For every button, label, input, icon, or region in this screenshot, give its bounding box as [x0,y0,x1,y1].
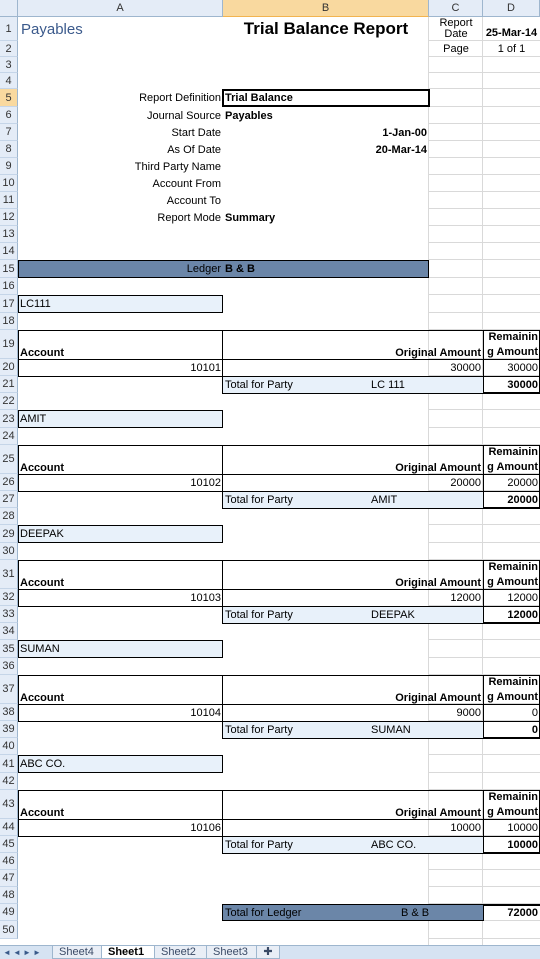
row-header[interactable]: 28 [0,508,18,525]
row-header[interactable]: 1 [0,17,18,41]
remaining-amount: 0 [531,706,538,719]
account-header: Account [20,462,64,474]
original-amount: 9000 [456,706,481,719]
param-value [223,158,429,175]
original-amount: 12000 [450,591,481,604]
account-number: 10104 [190,706,221,719]
total-party-amount: 20000 [507,493,538,506]
gridline [429,225,540,226]
sheet-tab-sheet4[interactable]: Sheet4 [52,946,102,959]
account-header: Account [20,347,64,359]
row-header[interactable]: 42 [0,773,18,790]
row-header[interactable]: 32 [0,589,18,606]
row-header[interactable]: 18 [0,313,18,330]
gridline [429,542,540,543]
row-header[interactable]: 50 [0,921,18,939]
row-header[interactable]: 16 [0,278,18,295]
original-amount-header: Original Amount [395,347,481,359]
row-header[interactable]: 29 [0,525,18,543]
sheet-tab-sheet2[interactable]: Sheet2 [154,946,207,959]
total-for-party-label: Total for Party [225,608,293,621]
gridline [429,427,540,428]
row-header[interactable]: 30 [0,543,18,560]
sheet-tab-bar [0,945,540,959]
row-header[interactable]: 15 [0,260,18,278]
gridline [429,524,540,525]
remaining-amount: 30000 [507,361,538,374]
param-value [223,192,429,209]
remaining-amount: 10000 [507,821,538,834]
gridline [429,123,540,124]
gridline [429,88,540,89]
param-label: Start Date [171,126,221,139]
gridline [429,409,540,410]
row-header[interactable]: 5 [0,89,18,107]
total-for-party-label: Total for Party [225,723,293,736]
row-header[interactable]: 20 [0,359,18,376]
row-header[interactable]: 40 [0,738,18,755]
total-for-party-label: Total for Party [225,378,293,391]
original-amount-header: Original Amount [395,692,481,704]
original-amount: 20000 [450,476,481,489]
total-party-name: DEEPAK [371,608,415,621]
row-header[interactable]: 33 [0,606,18,623]
page-value: 1 of 1 [497,43,526,55]
total-party-amount: 12000 [507,608,538,621]
gridline [429,312,540,313]
total-party-amount: 30000 [507,378,538,391]
param-label: As Of Date [167,143,221,156]
gridline [429,174,540,175]
remaining-amount-header-2: g Amount [487,345,538,358]
remaining-amount-header-2: g Amount [487,805,538,818]
row-header[interactable]: 22 [0,393,18,410]
row-header[interactable]: 34 [0,623,18,640]
total-party-name: AMIT [371,493,398,506]
account-number: 10101 [190,361,221,374]
party-name: SUMAN [20,643,60,655]
remaining-amount-header-2: g Amount [487,460,538,473]
param-label: Account To [166,194,221,207]
gridline [429,72,540,73]
row-header[interactable]: 7 [0,124,18,141]
gridline [429,294,540,295]
remaining-amount-header-2: g Amount [487,575,538,588]
remaining-amount: 12000 [507,591,538,604]
gridline [429,772,540,773]
row-header[interactable]: 10 [0,175,18,192]
gridline [429,639,540,640]
param-value [223,175,429,192]
column-header-d[interactable]: D [483,0,540,17]
row-header[interactable]: 4 [0,73,18,89]
row-header[interactable]: 9 [0,158,18,175]
party-name: ABC CO. [20,758,66,770]
row-header[interactable]: 41 [0,755,18,773]
row-header[interactable]: 8 [0,141,18,158]
total-party-name: LC 111 [371,378,405,391]
total-for-party-label: Total for Party [225,838,293,851]
row-header[interactable]: 44 [0,819,18,836]
param-value: Summary [225,211,276,224]
row-header[interactable]: 27 [0,491,18,508]
row-header[interactable]: 43 [0,790,18,819]
remaining-amount-header-2: g Amount [487,690,538,703]
row-header[interactable]: 25 [0,445,18,474]
row-header[interactable]: 31 [0,560,18,589]
row-header[interactable]: 49 [0,904,18,921]
report-date-label: Report [439,17,473,29]
param-label: Third Party Name [134,160,221,173]
row-header[interactable]: 48 [0,887,18,904]
gridline [429,277,540,278]
party-name: DEEPAK [20,528,64,540]
gridline [429,259,540,260]
remaining-amount-header: Remainin [488,791,538,803]
row-header[interactable]: 19 [0,330,18,359]
account-number: 10106 [190,821,221,834]
gridline [429,140,540,141]
insert-sheet-icon[interactable]: ✚ [256,946,280,959]
sheet-tab-sheet1[interactable]: Sheet1 [101,946,155,959]
row-header[interactable]: 12 [0,209,18,226]
account-number: 10103 [190,591,221,604]
ledger-label: Ledger [186,263,221,275]
row-header[interactable]: 23 [0,410,18,428]
app-name: Payables [21,20,83,38]
row-header[interactable]: 3 [0,57,18,73]
row-header[interactable]: 37 [0,675,18,704]
remaining-amount: 20000 [507,476,538,489]
ledger-value: B & B [225,263,255,275]
row-header[interactable]: 24 [0,428,18,445]
gridline [429,191,540,192]
sheet-tab-sheet3[interactable]: Sheet3 [206,946,258,959]
param-label: Report Mode [157,211,221,224]
original-amount-header: Original Amount [395,807,481,819]
param-label: Journal Source [147,109,221,122]
row-header[interactable]: 38 [0,704,18,721]
gridline [429,106,540,107]
total-party-amount: 10000 [507,838,538,851]
row-header[interactable]: 17 [0,295,18,313]
remaining-amount-header: Remainin [488,446,538,458]
row-header[interactable]: 2 [0,41,18,57]
row-header[interactable]: 26 [0,474,18,491]
report-date: 25-Mar-14 [485,27,538,39]
gridline [429,157,540,158]
row-header[interactable]: 35 [0,640,18,658]
total-for-party-label: Total for Party [225,493,293,506]
row-header[interactable]: 21 [0,376,18,393]
report-title: Trial Balance Report [243,19,409,38]
total-party-amount: 0 [531,723,538,736]
column-header-b[interactable]: B [223,0,429,17]
original-amount: 10000 [450,821,481,834]
ledger-total-amount: 72000 [507,906,538,919]
next-sheet-icon[interactable]: ► [23,948,31,957]
row-header[interactable]: 45 [0,836,18,853]
param-value: Trial Balance [225,92,293,104]
total-party-name: SUMAN [371,723,411,736]
ledger-total-name: B & B [401,906,430,919]
row-header[interactable]: 46 [0,853,18,870]
report-date-label-2: Date [444,28,468,40]
ledger-total-label: Total for Ledger [225,906,302,919]
party-name: AMIT [20,413,47,425]
param-label: Report Definition [139,92,221,104]
account-header: Account [20,807,64,819]
original-amount: 30000 [450,361,481,374]
gridline [429,938,540,939]
gridline [429,657,540,658]
param-value: Payables [225,109,273,122]
prev-sheet-icon[interactable]: ◄ [13,948,21,957]
remaining-amount-header: Remainin [488,676,538,688]
param-value: 20-Mar-14 [375,143,427,156]
row-header[interactable]: 47 [0,870,18,887]
row-header[interactable]: 11 [0,192,18,209]
gridline [429,242,540,243]
gridline [429,886,540,887]
original-amount-header: Original Amount [395,577,481,589]
param-label: Account From [152,177,221,190]
account-header: Account [20,577,64,589]
party-name: LC111 [20,298,51,310]
gridline [429,208,540,209]
gridline [429,869,540,870]
row-header[interactable]: 36 [0,658,18,675]
select-all-corner[interactable] [0,0,18,17]
row-header[interactable]: 14 [0,243,18,260]
row-header[interactable]: 39 [0,721,18,738]
total-party-name: ABC CO. [371,838,417,851]
row-header[interactable]: 6 [0,107,18,124]
account-number: 10102 [190,476,221,489]
last-sheet-icon[interactable]: ► [33,948,41,957]
first-sheet-icon[interactable]: ◄ [3,948,11,957]
row-header[interactable]: 13 [0,226,18,243]
param-value: 1-Jan-00 [382,126,427,139]
selected-cell-b5[interactable] [222,89,430,107]
account-header: Account [20,692,64,704]
column-header-c[interactable]: C [429,0,483,17]
page-label: Page [443,43,469,55]
remaining-amount-header: Remainin [488,561,538,573]
gridline [429,754,540,755]
remaining-amount-header: Remainin [488,331,538,343]
column-header-a[interactable]: A [18,0,223,17]
original-amount-header: Original Amount [395,462,481,474]
